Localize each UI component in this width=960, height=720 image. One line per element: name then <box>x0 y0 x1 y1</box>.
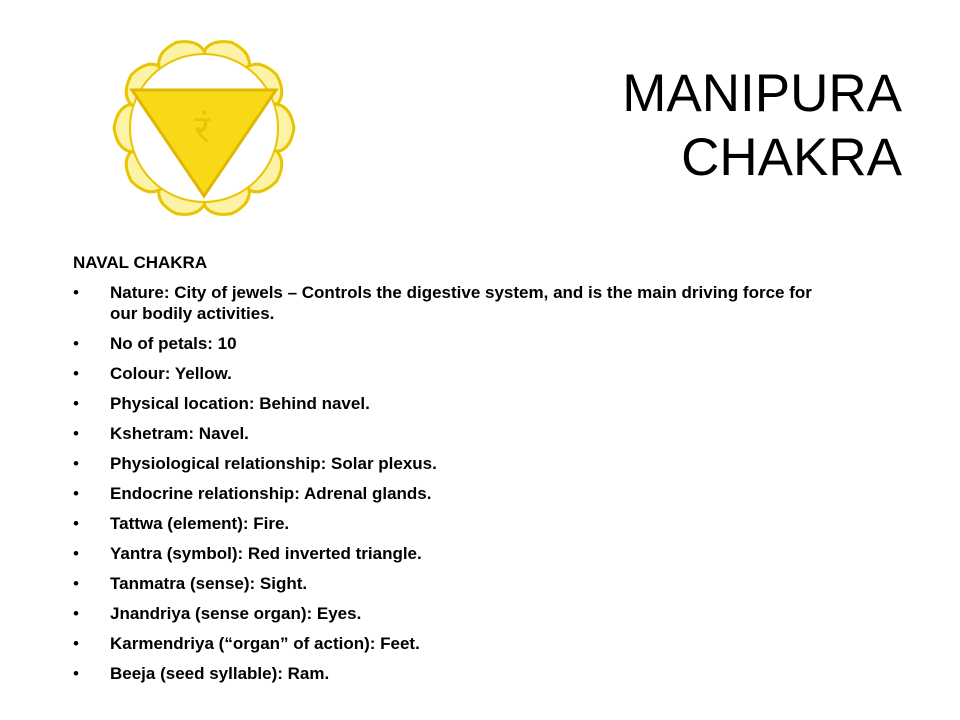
ram-seed-syllable-glyph: रं <box>194 107 210 151</box>
bullet-dot: • <box>73 604 79 623</box>
list-item-text: Jnandriya (sense organ): Eyes. <box>110 604 362 623</box>
section-subheading: NAVAL CHAKRA <box>73 253 208 272</box>
list-item <box>73 363 833 384</box>
list-item-text: No of petals: 10 <box>110 334 237 353</box>
list-item <box>73 423 833 444</box>
list-item <box>73 483 833 504</box>
list-item <box>73 282 833 324</box>
list-item-text: Physiological relationship: Solar plexus. <box>110 454 437 473</box>
bullet-dot: • <box>73 424 79 443</box>
bullet-dot: • <box>73 664 79 683</box>
bullet-dot: • <box>73 634 79 653</box>
list-item-text: Physical location: Behind navel. <box>110 394 370 413</box>
list-item <box>73 633 833 654</box>
attribute-list <box>73 282 833 693</box>
list-item <box>73 333 833 354</box>
bullet-dot: • <box>73 364 79 383</box>
list-item <box>73 573 833 594</box>
title-line-2: CHAKRA <box>681 128 902 187</box>
page-title <box>382 62 902 190</box>
list-item-text: Colour: Yellow. <box>110 364 232 383</box>
list-item-text: Tanmatra (sense): Sight. <box>110 574 308 593</box>
bullet-dot: • <box>73 514 79 533</box>
bullet-dot: • <box>73 334 79 353</box>
bullet-dot: • <box>73 454 79 473</box>
manipura-chakra-symbol <box>92 38 316 218</box>
list-item-text: Nature: City of jewels – Controls the digestive system, and is the main driving force for our bodily activities. <box>110 283 812 323</box>
bullet-dot: • <box>73 283 79 302</box>
list-item-text: Endocrine relationship: Adrenal glands. <box>110 484 432 503</box>
list-item-text: Kshetram: Navel. <box>110 424 249 443</box>
list-item <box>73 603 833 624</box>
bullet-dot: • <box>73 484 79 503</box>
list-item <box>73 513 833 534</box>
list-item <box>73 393 833 414</box>
list-item-text: Tattwa (element): Fire. <box>110 514 290 533</box>
bullet-dot: • <box>73 544 79 563</box>
list-item <box>73 543 833 564</box>
list-item-text: Beeja (seed syllable): Ram. <box>110 664 330 683</box>
list-item-text: Yantra (symbol): Red inverted triangle. <box>110 544 422 563</box>
list-item <box>73 663 833 684</box>
title-line-1: MANIPURA <box>622 64 902 123</box>
bullet-dot: • <box>73 394 79 413</box>
list-item <box>73 453 833 474</box>
list-item-text: Karmendriya (“organ” of action): Feet. <box>110 634 420 653</box>
bullet-dot: • <box>73 574 79 593</box>
